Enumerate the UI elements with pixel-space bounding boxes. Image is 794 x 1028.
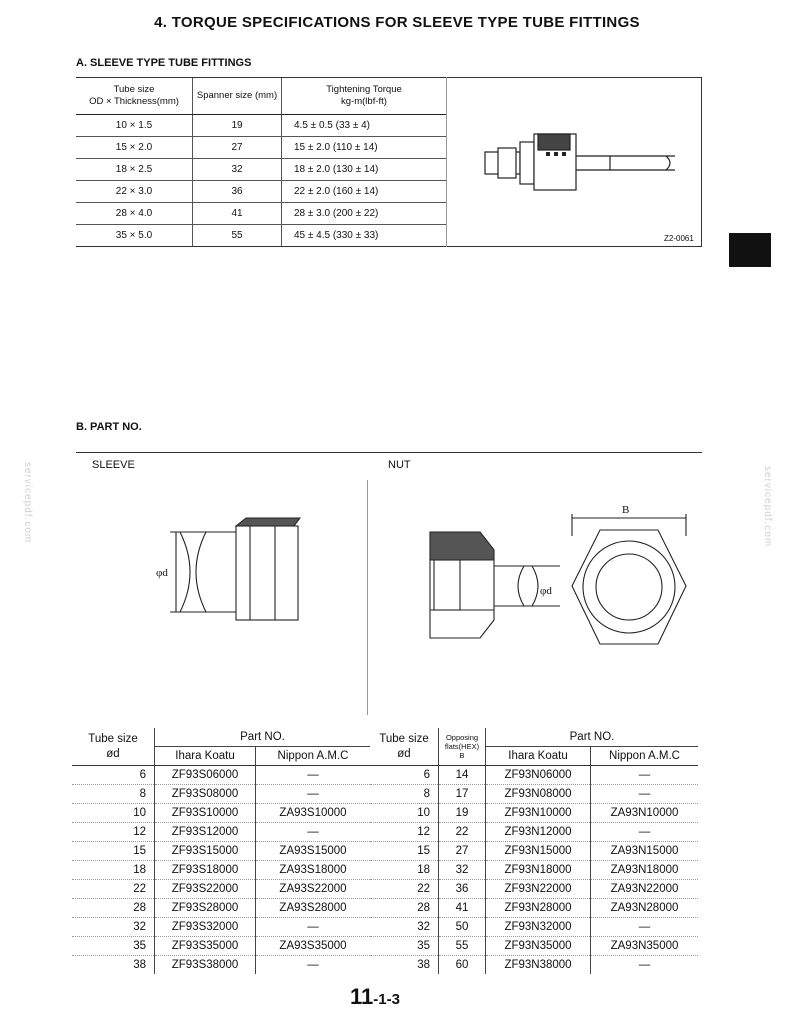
table-row [370, 861, 698, 880]
hex-b-cell: 60 [439, 956, 486, 975]
tube-d-cell: 32 [72, 918, 155, 937]
torque-cell: 4.5 ± 0.5 (33 ± 4) [282, 115, 447, 137]
sleeve-header-tube-line2: ød [106, 747, 120, 760]
tube-d-cell: 8 [72, 785, 155, 804]
nippon-part-cell: ZA93N18000 [591, 861, 699, 880]
tube-d-cell: 28 [370, 899, 439, 918]
hex-b-cell: 50 [439, 918, 486, 937]
page-number-main: 11 [350, 984, 374, 1009]
tube-d-cell: 12 [370, 823, 439, 842]
tube-d-cell: 18 [370, 861, 439, 880]
nut-header-flats-line1: Opposing [445, 733, 479, 742]
table-row [76, 181, 446, 203]
nippon-part-cell: — [307, 959, 319, 971]
table-row [72, 804, 370, 823]
table-row [72, 842, 370, 861]
ihara-part-cell: ZF93N38000 [486, 956, 591, 975]
hex-b-cell: 32 [439, 861, 486, 880]
nippon-part-cell: — [256, 766, 371, 785]
hex-b-cell: 41 [439, 899, 486, 918]
spanner-cell: 27 [193, 137, 282, 159]
table-row [370, 823, 698, 842]
tube-d-cell: 6 [370, 766, 439, 785]
nippon-part-cell: ZA93N28000 [591, 899, 699, 918]
tube-d-cell: 28 [72, 899, 155, 918]
tube-d-cell: 38 [370, 956, 439, 975]
tube-d-cell: 10 [72, 804, 155, 823]
nippon-part-cell: — [591, 785, 699, 804]
table-row [76, 137, 446, 159]
table-row [72, 785, 370, 804]
nippon-part-cell: — [256, 823, 371, 842]
section-a-heading: A. SLEEVE TYPE TUBE FITTINGS [76, 57, 252, 69]
ihara-part-cell: ZF93N35000 [486, 937, 591, 956]
table-row [72, 766, 370, 785]
ihara-part-cell: ZF93N08000 [486, 785, 591, 804]
fitting-assembly-drawing [480, 120, 680, 200]
nippon-part-cell: ZA93S22000 [256, 880, 371, 899]
table-row [370, 918, 698, 937]
ihara-part-cell: ZF93S15000 [155, 842, 256, 861]
section-a-divider [446, 77, 447, 247]
ihara-part-cell: ZF93S10000 [155, 804, 256, 823]
sleeve-header-ihara: Ihara Koatu [155, 747, 256, 766]
ihara-part-cell: ZF93N06000 [486, 766, 591, 785]
table-row [76, 115, 446, 137]
ihara-part-cell: ZF93S28000 [155, 899, 256, 918]
ihara-part-cell: ZF93N28000 [486, 899, 591, 918]
spanner-cell: 36 [193, 181, 282, 203]
sleeve-part-table [72, 728, 370, 974]
table-row [72, 918, 370, 937]
tube-d-cell: 15 [72, 842, 155, 861]
nippon-part-cell: — [591, 766, 699, 785]
watermark-left: servicepdf.com [22, 462, 33, 544]
tube-d-cell: 18 [72, 861, 155, 880]
header-torque-line1: Tightening Torque [326, 84, 402, 95]
ihara-part-cell: ZF93N12000 [486, 823, 591, 842]
nut-hex-drawing [560, 508, 700, 658]
nut-label: NUT [388, 459, 411, 471]
torque-cell: 28 ± 3.0 (200 ± 22) [282, 203, 447, 225]
sleeve-phi-d-label: φd [156, 567, 168, 579]
nippon-part-cell: ZA93N22000 [591, 880, 699, 899]
table-row [370, 804, 698, 823]
table-row [72, 823, 370, 842]
ihara-part-cell: ZF93S38000 [155, 956, 256, 975]
nut-header-tube-line1: Tube size [379, 732, 429, 745]
sleeve-label: SLEEVE [92, 459, 135, 471]
nippon-part-cell: ZA93S35000 [256, 937, 371, 956]
table-row [72, 880, 370, 899]
table-row [370, 880, 698, 899]
table-row [370, 766, 698, 785]
section-a-right-rule [701, 77, 702, 247]
ihara-part-cell: ZF93S12000 [155, 823, 256, 842]
nut-phi-d-label: φd [540, 585, 552, 597]
hex-b-cell: 27 [439, 842, 486, 861]
ihara-part-cell: ZF93N22000 [486, 880, 591, 899]
page-number [350, 984, 400, 1010]
nut-header-flats-line2: flats(HEX) [444, 742, 480, 751]
page-number-sub: -1-3 [373, 991, 400, 1008]
ihara-part-cell: ZF93S35000 [155, 937, 256, 956]
hex-b-cell: 36 [439, 880, 486, 899]
torque-cell: 22 ± 2.0 (160 ± 14) [282, 181, 447, 203]
sleeve-drawing [150, 510, 320, 640]
spanner-cell: 41 [193, 203, 282, 225]
nut-part-table [370, 728, 698, 974]
table-row [72, 956, 370, 975]
section-b-top-rule [76, 452, 702, 453]
nippon-part-cell: ZA93S15000 [256, 842, 371, 861]
sleeve-header-tube-size [72, 728, 155, 766]
nippon-part-cell: ZA93S28000 [256, 899, 371, 918]
nippon-part-cell: ZA93S18000 [256, 861, 371, 880]
torque-cell: 15 ± 2.0 (110 ± 14) [282, 137, 447, 159]
nippon-part-cell: ZA93N15000 [591, 842, 699, 861]
ihara-part-cell: ZF93S08000 [155, 785, 256, 804]
section-b-divider [367, 480, 368, 715]
table-row [76, 203, 446, 225]
table-row [72, 861, 370, 880]
header-tube-size [76, 78, 193, 115]
ihara-part-cell: ZF93S18000 [155, 861, 256, 880]
ihara-part-cell: ZF93S06000 [155, 766, 256, 785]
header-tube-size-line1: Tube size [113, 84, 155, 95]
tube-d-cell: 38 [72, 956, 155, 975]
header-spanner: Spanner size (mm) [193, 78, 282, 115]
table-row [76, 225, 446, 247]
tube-size-cell: 18 × 2.5 [76, 159, 193, 181]
tube-d-cell: 22 [370, 880, 439, 899]
tube-size-cell: 15 × 2.0 [76, 137, 193, 159]
nippon-part-cell: — [591, 823, 699, 842]
table-row [370, 937, 698, 956]
table-row [370, 899, 698, 918]
nut-header-flats-line3: B [459, 751, 465, 760]
nut-header-tube-line2: ød [397, 747, 411, 760]
table-row [370, 785, 698, 804]
hex-dimension-b-label: B [622, 504, 630, 516]
nippon-part-cell: — [591, 918, 699, 937]
header-tube-size-line2: OD × Thickness(mm) [89, 96, 179, 107]
torque-cell: 45 ± 4.5 (330 ± 33) [294, 230, 379, 241]
spanner-cell: 19 [193, 115, 282, 137]
hex-b-cell: 14 [439, 766, 486, 785]
tube-d-cell: 32 [370, 918, 439, 937]
tube-d-cell: 35 [370, 937, 439, 956]
torque-cell: 18 ± 2.0 (130 ± 14) [282, 159, 447, 181]
section-b-heading: B. PART NO. [76, 421, 142, 433]
tube-d-cell: 8 [370, 785, 439, 804]
table-row [72, 937, 370, 956]
tube-d-cell: 6 [72, 766, 155, 785]
nippon-part-cell: — [256, 785, 371, 804]
table-row [72, 899, 370, 918]
hex-b-cell: 19 [439, 804, 486, 823]
nippon-part-cell: — [256, 918, 371, 937]
ihara-part-cell: ZF93N32000 [486, 918, 591, 937]
nippon-part-cell: ZA93N35000 [591, 937, 699, 956]
tube-size-cell: 28 × 4.0 [76, 203, 193, 225]
hex-b-cell: 17 [439, 785, 486, 804]
nippon-part-cell: — [638, 959, 651, 971]
nut-header-part-no: Part NO. [486, 728, 699, 747]
nut-header-tube-size [370, 728, 439, 766]
table-row [370, 956, 698, 975]
ihara-part-cell: ZF93N18000 [486, 861, 591, 880]
tube-size-cell: 35 × 5.0 [76, 225, 193, 247]
header-torque-line2: kg-m(lbf-ft) [341, 96, 387, 107]
tube-size-cell: 10 × 1.5 [76, 115, 193, 137]
nippon-part-cell: ZA93S10000 [256, 804, 371, 823]
page-title: 4. TORQUE SPECIFICATIONS FOR SLEEVE TYPE TUBE FITTINGS [154, 14, 640, 31]
nippon-part-cell: ZA93N10000 [591, 804, 699, 823]
tube-d-cell: 12 [72, 823, 155, 842]
sleeve-header-nippon: Nippon A.M.C [256, 747, 371, 766]
ihara-part-cell: ZF93S22000 [155, 880, 256, 899]
tube-d-cell: 15 [370, 842, 439, 861]
section-tab-marker [729, 233, 771, 267]
nut-header-nippon: Nippon A.M.C [591, 747, 699, 766]
sleeve-header-part-no: Part NO. [155, 728, 371, 747]
ihara-part-cell: ZF93N15000 [486, 842, 591, 861]
ihara-part-cell: ZF93N10000 [486, 804, 591, 823]
nut-header-opposing-flats [439, 728, 486, 766]
table-row [370, 842, 698, 861]
sleeve-header-tube-line1: Tube size [88, 732, 138, 745]
watermark-right: servicepdf.com [762, 466, 773, 548]
header-torque [282, 78, 447, 115]
tube-d-cell: 10 [370, 804, 439, 823]
spanner-cell: 55 [193, 225, 282, 247]
table-row [76, 159, 446, 181]
torque-table [76, 78, 446, 246]
figure-code: Z2-0061 [664, 234, 694, 243]
hex-b-cell: 55 [439, 937, 486, 956]
tube-d-cell: 35 [72, 937, 155, 956]
tube-size-cell: 22 × 3.0 [76, 181, 193, 203]
spanner-cell: 32 [193, 159, 282, 181]
nut-header-ihara: Ihara Koatu [486, 747, 591, 766]
hex-b-cell: 22 [439, 823, 486, 842]
section-a-bottom-rule [76, 246, 702, 247]
ihara-part-cell: ZF93S32000 [155, 918, 256, 937]
tube-d-cell: 22 [72, 880, 155, 899]
